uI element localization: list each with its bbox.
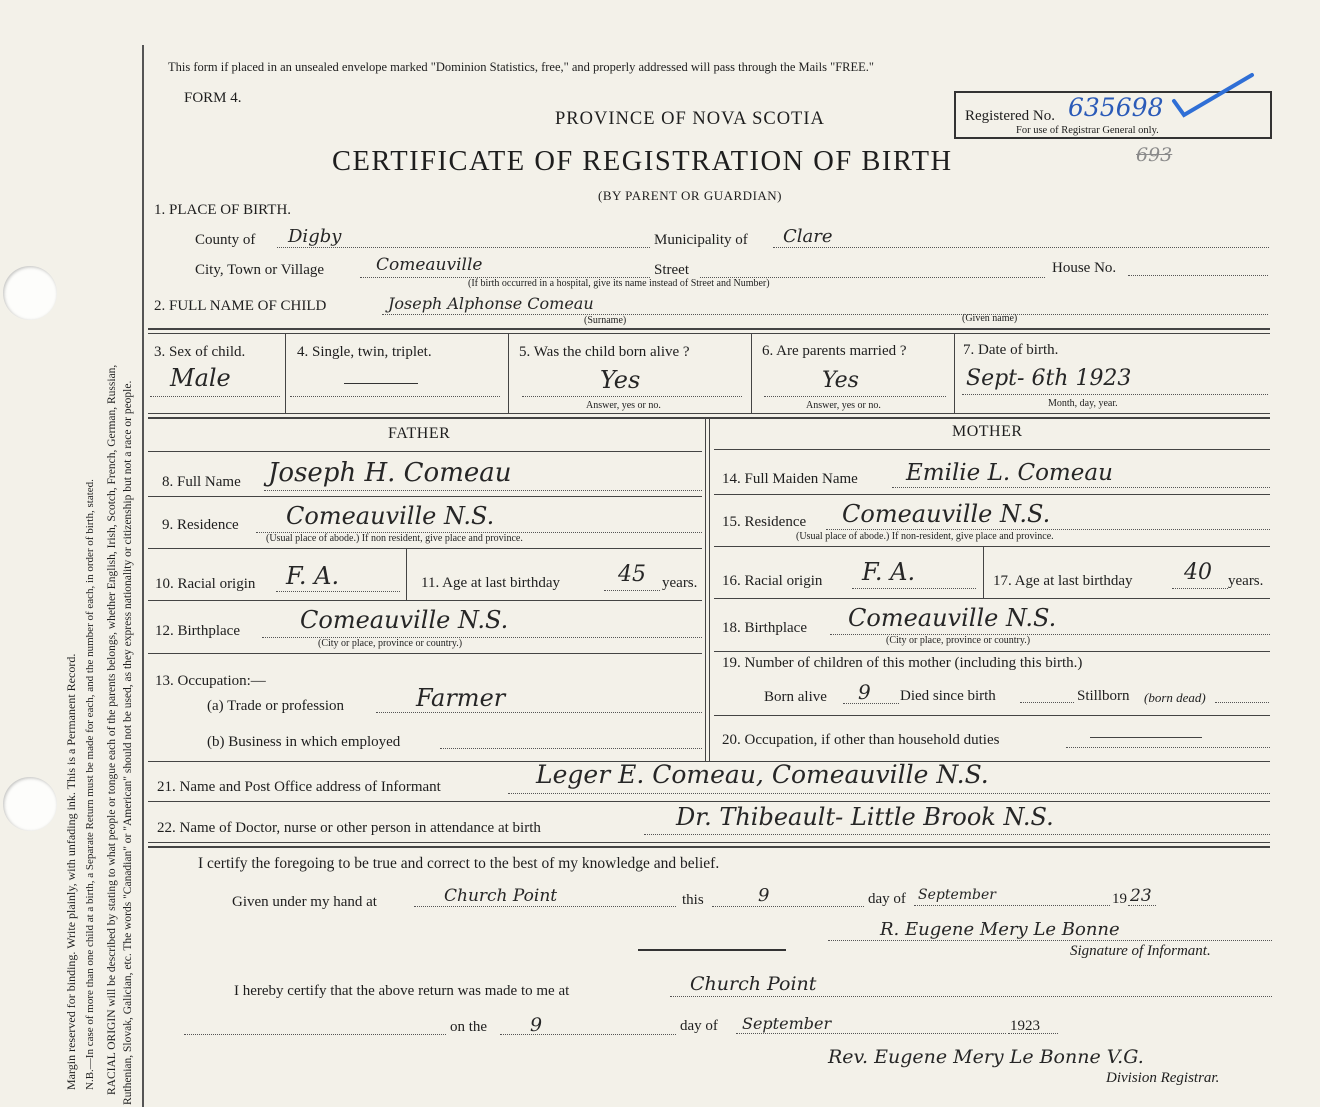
certificate-title: CERTIFICATE OF REGISTRATION OF BIRTH [332, 146, 953, 177]
children-count-label: 19. Number of children of this mother (including this birth.) [722, 655, 1083, 671]
mail-notice: This form if placed in an unsealed envelope marked "Dominion Statistics, free," and properly addressed will pass through the Mails "FREE." [168, 60, 875, 74]
mother-years-label: years. [1228, 573, 1264, 589]
married-answer-note: Answer, yes or no. [806, 400, 881, 411]
municipality-label: Municipality of [654, 232, 748, 248]
father-birthplace-label: 12. Birthplace [155, 623, 240, 639]
mother-birthplace-value: Comeauville N.S. [848, 604, 1057, 632]
informant-signature: R. Eugene Mery Le Bonne [880, 919, 1120, 940]
margin-note-2: N.B.—In case of more than one child at a birth, a Separate Return must be made for each, and the number of each, in order of birth, stated. [84, 479, 96, 1090]
doctor-value: Dr. Thibeault- Little Brook N.S. [676, 803, 1054, 831]
mother-residence-label: 15. Residence [722, 514, 807, 530]
mother-abode-note: (Usual place of abode.) If non-resident, give place and province. [796, 531, 1054, 542]
father-trade-label: (a) Trade or profession [207, 698, 345, 714]
mother-birthplace-label: 18. Birthplace [722, 620, 807, 636]
doctor-label: 22. Name of Doctor, nurse or other person in attendance at birth [157, 820, 541, 836]
certificate-subtitle: (BY PARENT OR GUARDIAN) [598, 188, 783, 203]
province-heading: PROVINCE OF NOVA SCOTIA [555, 109, 825, 129]
margin-note-3: RACIAL ORIGIN will be described by stating to what people or tongue each of the parents belongs, whether English, Irish, Scotch, French, German, Russian, [106, 364, 118, 1095]
alive-answer-note: Answer, yes or no. [586, 400, 661, 411]
margin-note-1: Margin reserved for binding. Write plainly, with unfading ink. This is a Permanent Record. [64, 653, 78, 1090]
father-racial-label: 10. Racial origin [155, 576, 256, 592]
father-years-label: years. [662, 575, 698, 591]
married-label: 6. Are parents married ? [762, 343, 907, 359]
stillborn-label: Stillborn [1077, 688, 1130, 704]
registrar-month-value: September [742, 1014, 832, 1033]
father-occupation-label: 13. Occupation:— [155, 673, 266, 689]
binding-hole-bottom [3, 777, 57, 831]
given-year-value: 23 [1130, 886, 1152, 906]
mother-occupation-label: 20. Occupation, if other than household duties [722, 732, 1000, 748]
born-alive-label: Born alive [764, 689, 827, 705]
mother-racial-label: 16. Racial origin [722, 573, 823, 589]
given-year-prefix: 19 [1112, 891, 1127, 907]
hospital-note: (If birth occurred in a hospital, give its name instead of Street and Number) [468, 278, 770, 289]
married-value: Yes [822, 368, 859, 393]
dob-label: 7. Date of birth. [963, 342, 1059, 358]
city-value: Comeauville [376, 255, 483, 275]
registrar-place-value: Church Point [690, 973, 817, 995]
father-racial-value: F. A. [286, 562, 340, 590]
certify-statement: I certify the foregoing to be true and correct to the best of my knowledge and belief. [198, 855, 720, 872]
check-mark-icon [1170, 71, 1260, 121]
father-business-label: (b) Business in which employed [207, 734, 401, 750]
registered-box [954, 91, 1272, 139]
registrar-day-of-label: day of [680, 1018, 718, 1034]
place-of-birth-heading: 1. PLACE OF BIRTH. [154, 202, 292, 218]
mother-name-value: Emilie L. Comeau [906, 460, 1113, 486]
given-under-label: Given under my hand at [232, 894, 377, 910]
child-name-value: Joseph Alphonse Comeau [388, 294, 594, 313]
division-registrar-label: Division Registrar. [1106, 1070, 1220, 1086]
county-label: County of [195, 232, 256, 248]
mother-age-value: 40 [1184, 560, 1212, 585]
alive-label: 5. Was the child born alive ? [519, 344, 690, 360]
plurality-label: 4. Single, twin, triplet. [297, 344, 432, 360]
given-day-of-label: day of [868, 891, 906, 907]
dob-note: Month, day, year. [1048, 398, 1118, 409]
municipality-value: Clare [783, 226, 833, 247]
registered-label: Registered No. [965, 108, 1055, 124]
father-age-value: 45 [618, 562, 646, 587]
father-heading: FATHER [388, 425, 451, 442]
alive-value: Yes [600, 366, 641, 394]
father-birthplace-note: (City or place, province or country.) [318, 638, 463, 649]
died-since-birth-label: Died since birth [900, 688, 996, 704]
father-residence-value: Comeauville N.S. [286, 502, 495, 530]
given-name-note: (Given name) [962, 313, 1018, 324]
struck-number: 693 [1136, 144, 1173, 166]
born-dead-note: (born dead) [1144, 690, 1206, 705]
given-day-value: 9 [758, 885, 770, 906]
this-label: this [682, 892, 704, 908]
informant-label: 21. Name and Post Office address of Informant [157, 779, 441, 795]
registered-number: 635698 [1068, 93, 1164, 122]
registrar-use-note: For use of Registrar General only. [1016, 125, 1159, 136]
mother-residence-value: Comeauville N.S. [842, 500, 1051, 528]
short-rule [638, 949, 786, 951]
mother-heading: MOTHER [952, 423, 1023, 440]
binding-hole-top [3, 266, 57, 320]
registrar-day-value: 9 [530, 1014, 543, 1036]
surname-note: (Surname) [584, 315, 627, 326]
form-number: FORM 4. [184, 90, 242, 106]
on-the-label: on the [450, 1019, 488, 1035]
mother-birthplace-note: (City or place, province or country.) [886, 635, 1031, 646]
father-residence-label: 9. Residence [162, 517, 239, 533]
father-name-label: 8. Full Name [162, 474, 241, 490]
father-abode-note: (Usual place of abode.) If non resident, give place and province. [266, 533, 523, 544]
father-birthplace-value: Comeauville N.S. [300, 606, 509, 634]
margin-rule [142, 45, 144, 1107]
sex-value: Male [170, 364, 231, 392]
county-value: Digby [288, 226, 342, 247]
sex-label: 3. Sex of child. [154, 344, 246, 360]
informant-value: Leger E. Comeau, Comeauville N.S. [536, 760, 989, 789]
child-name-label: 2. FULL NAME OF CHILD [154, 298, 327, 314]
dob-value: Sept- 6th 1923 [966, 366, 1132, 391]
mother-name-label: 14. Full Maiden Name [722, 471, 858, 487]
registrar-signature: Rev. Eugene Mery Le Bonne V.G. [828, 1046, 1144, 1068]
born-alive-value: 9 [858, 680, 871, 704]
father-name-value: Joseph H. Comeau [268, 458, 512, 488]
street-label: Street [654, 262, 689, 278]
given-place-value: Church Point [444, 886, 558, 906]
given-month-value: September [918, 887, 996, 903]
mother-age-label: 17. Age at last birthday [993, 573, 1133, 589]
mother-racial-value: F. A. [862, 558, 916, 586]
registrar-statement: I hereby certify that the above return was made to me at [234, 983, 570, 999]
informant-signature-label: Signature of Informant. [1070, 943, 1211, 959]
father-trade-value: Farmer [416, 684, 506, 712]
father-age-label: 11. Age at last birthday [421, 575, 560, 591]
margin-note-4: Ruthenian, Slovak, Galician, etc. The words "Canadian" or "American" should not be used, as they express nationality or citizenship but not a race or people. [122, 380, 134, 1105]
registrar-year-value: 1923 [1010, 1018, 1040, 1034]
city-label: City, Town or Village [195, 262, 325, 278]
house-label: House No. [1052, 260, 1117, 276]
